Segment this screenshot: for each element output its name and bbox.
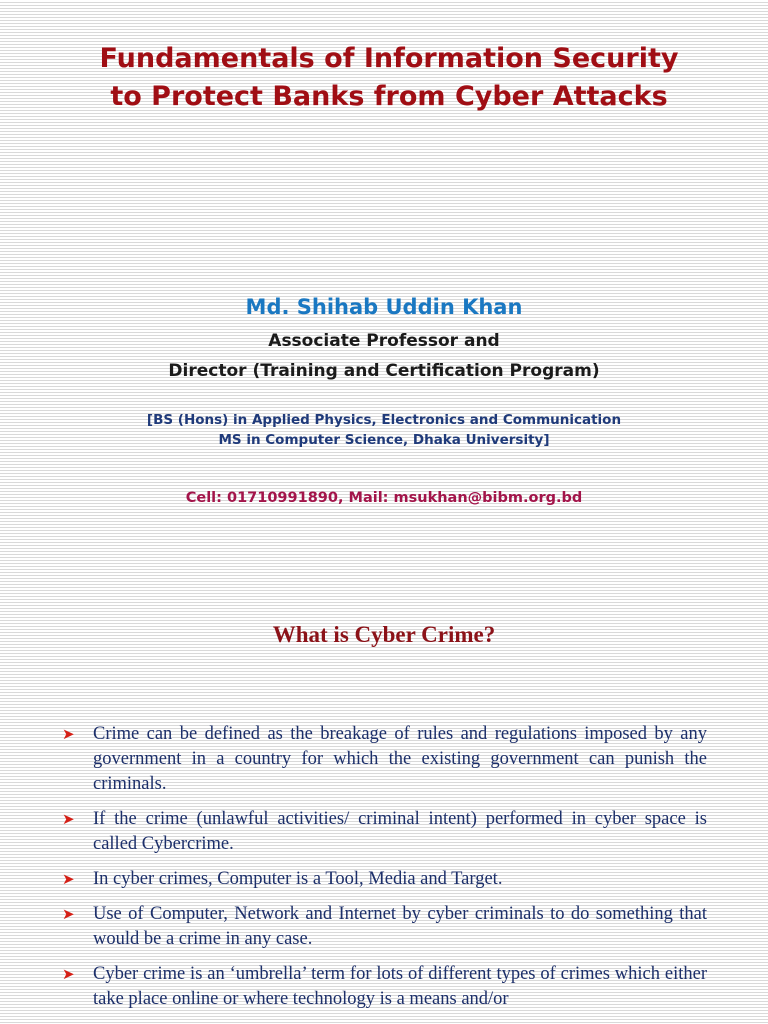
bullet-text: In cyber crimes, Computer is a Tool, Media and Target.: [93, 869, 503, 889]
bullet-item: [62, 722, 707, 797]
bullet-text: If the crime (unlawful activities/ criminal intent) performed in cyber space is called Cybercrime.: [93, 809, 707, 854]
arrowhead-bullet-icon: ➤: [62, 870, 75, 888]
presentation-title: [30, 40, 748, 116]
bullet-item: [62, 867, 707, 892]
author-degree: MS in Computer Science, Dhaka University]: [218, 432, 550, 448]
bullet-text: Use of Computer, Network and Internet by cyber criminals to do something that would be a crime in any case.: [93, 904, 707, 949]
author-degree: [BS (Hons) in Applied Physics, Electronics and Communication: [146, 412, 622, 428]
bullet-list: [62, 722, 707, 1022]
content-slide: [0, 600, 768, 1024]
slide-title: What is Cyber Crime?: [272, 622, 496, 647]
title-line: to Protect Banks from Cyber Attacks: [110, 81, 668, 112]
arrowhead-bullet-icon: ➤: [62, 905, 75, 923]
bullet-item: [62, 902, 707, 952]
title-line: Fundamentals of Information Security: [99, 43, 679, 74]
contact-info: Cell: 01710991890, Mail: msukhan@bibm.org.bd: [185, 490, 583, 506]
bullet-text: Cyber crime is an ‘umbrella’ term for lots of different types of crimes which either take place online or where technology is a means and/or: [93, 964, 707, 1009]
author-position: Director (Training and Certification Program): [168, 361, 600, 381]
author-role: Associate Professor and: [268, 331, 500, 351]
bullet-text: Crime can be defined as the breakage of rules and regulations imposed by any government in a country for which the existing government can punish the criminals.: [93, 724, 707, 794]
author-name: Md. Shihab Uddin Khan: [245, 295, 523, 319]
arrowhead-bullet-icon: ➤: [62, 965, 75, 983]
arrowhead-bullet-icon: ➤: [62, 810, 75, 828]
bullet-item: [62, 807, 707, 857]
arrowhead-bullet-icon: ➤: [62, 725, 75, 743]
bullet-item: [62, 962, 707, 1012]
